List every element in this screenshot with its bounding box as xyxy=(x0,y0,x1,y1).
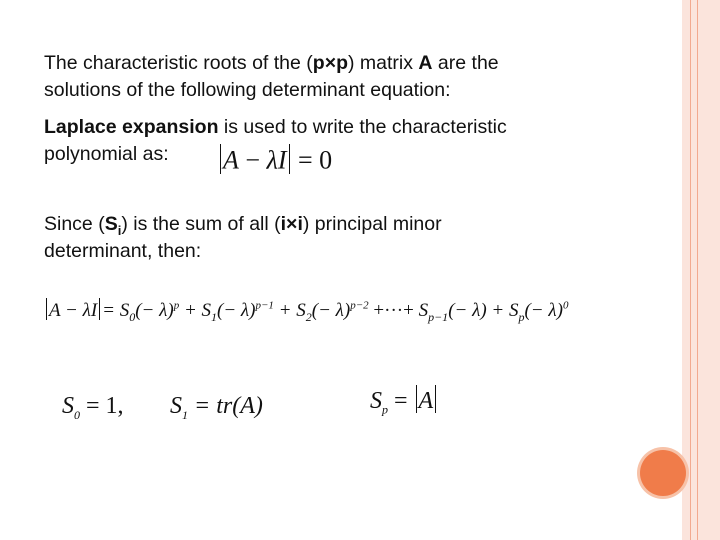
math-symbol: p−2 xyxy=(350,299,369,312)
math-symbol: p xyxy=(173,299,180,312)
math-symbol: (− λ) xyxy=(524,300,563,322)
line-6: determinant, then: xyxy=(44,240,202,262)
math-symbol: p−1 xyxy=(428,309,449,324)
characteristic-equation xyxy=(218,144,332,176)
math-symbol: = 0 xyxy=(291,145,333,175)
line-2: solutions of the following determinant equation: xyxy=(44,79,451,101)
math-symbol: p−1 xyxy=(255,299,274,312)
math-symbol: − xyxy=(238,145,267,175)
det-bar xyxy=(46,298,47,320)
right-border-strip xyxy=(682,0,720,540)
math-symbol: A xyxy=(223,145,239,175)
math-symbol: (− λ) xyxy=(311,300,351,322)
math-symbol: I xyxy=(277,145,287,175)
text-fragment: ) matrix xyxy=(348,52,419,74)
math-symbol: 1 xyxy=(182,407,188,422)
math-symbol: S xyxy=(170,393,182,419)
text-fragment: is used to write the characteristic xyxy=(218,116,507,138)
text-fragment: i xyxy=(117,222,122,238)
det-bar xyxy=(435,385,436,413)
text-fragment: S xyxy=(104,213,118,235)
math-symbol: λ xyxy=(266,145,278,175)
text-fragment: Laplace expansion xyxy=(44,116,219,138)
math-symbol: + S xyxy=(273,300,306,322)
math-symbol: 0 xyxy=(74,407,80,422)
text-fragment: i×i xyxy=(280,213,303,235)
line-3 xyxy=(44,114,507,141)
math-symbol: A − λI xyxy=(49,300,98,322)
text-fragment: Since ( xyxy=(44,213,105,235)
text-fragment: The characteristic roots of the ( xyxy=(44,52,313,74)
laplace-expansion-equation xyxy=(44,298,568,325)
math-symbol: = xyxy=(388,387,414,414)
math-symbol: S xyxy=(418,300,429,322)
orange-circle-ornament xyxy=(640,450,686,496)
math-symbol: 0 xyxy=(129,309,136,324)
math-symbol: = S xyxy=(102,300,130,322)
line-4: polynomial as: xyxy=(44,143,169,165)
math-symbol: 0 xyxy=(562,299,569,312)
text-fragment: are the xyxy=(432,52,499,74)
det-bar xyxy=(220,144,221,174)
math-symbol: S xyxy=(62,393,74,419)
text-fragment: p×p xyxy=(312,52,348,74)
math-symbol: = 1, xyxy=(80,393,124,419)
math-symbol: + S xyxy=(179,300,212,322)
det-bar xyxy=(99,298,100,320)
math-symbol: (− λ) xyxy=(135,300,174,322)
sp-equation xyxy=(370,385,438,418)
math-symbol: = tr(A) xyxy=(188,393,263,419)
det-bar xyxy=(289,144,290,174)
text-fragment: ) is the sum of all ( xyxy=(121,213,281,235)
s0-equation xyxy=(62,393,124,423)
math-symbol: +···+ xyxy=(368,300,419,322)
math-symbol: p xyxy=(382,402,388,417)
math-symbol: (− λ) + S xyxy=(448,300,519,322)
math-symbol: 2 xyxy=(305,309,312,324)
math-symbol: (− λ) xyxy=(217,300,256,322)
s1-equation xyxy=(170,393,263,423)
border-line xyxy=(690,0,691,540)
det-bar xyxy=(416,385,417,413)
math-symbol: p xyxy=(518,309,525,324)
math-symbol: A xyxy=(418,387,434,414)
border-line xyxy=(697,0,698,540)
math-symbol: S xyxy=(370,387,382,414)
line-1 xyxy=(44,50,499,77)
text-fragment: A xyxy=(418,52,433,74)
text-fragment: ) principal minor xyxy=(302,213,442,235)
math-symbol: 1 xyxy=(211,309,218,324)
